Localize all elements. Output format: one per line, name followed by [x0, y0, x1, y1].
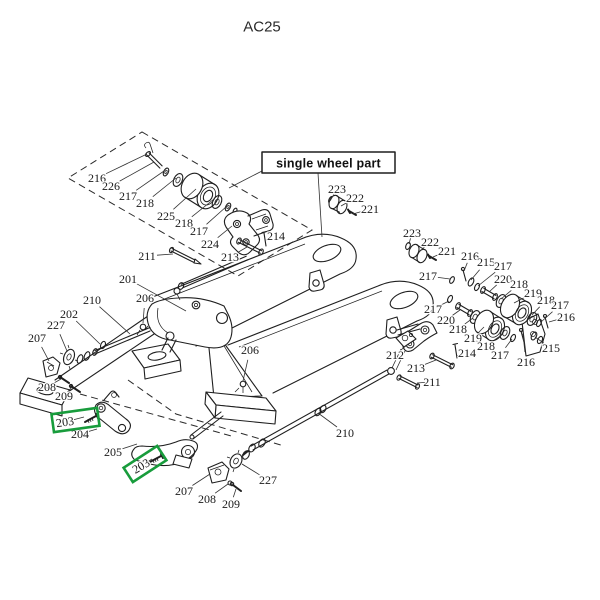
part-label-211: 211	[138, 249, 156, 263]
part-label-220: 220	[437, 313, 455, 327]
part-label-217: 217	[119, 189, 137, 203]
part-label-217: 217	[491, 348, 509, 362]
part-label-218: 218	[136, 196, 154, 210]
leader-line	[425, 360, 436, 364]
part-label-222: 222	[421, 235, 439, 249]
gear-ring-227	[61, 348, 76, 367]
part-label-207: 207	[175, 484, 193, 498]
part-label-216: 216	[517, 355, 535, 369]
leader-line	[88, 429, 97, 432]
leader-line	[471, 270, 480, 280]
part-label-217: 217	[551, 298, 569, 312]
part-label-215: 215	[477, 255, 495, 269]
leader-line	[157, 254, 173, 255]
leader-line	[42, 347, 49, 361]
leader-line	[60, 334, 67, 351]
part-label-215: 215	[542, 341, 560, 355]
callout-box	[229, 152, 395, 237]
leader-line	[74, 417, 85, 420]
part-label-203-highlighted: 203	[129, 455, 153, 477]
leader-line	[438, 277, 450, 279]
part-label-220: 220	[494, 272, 512, 286]
part-label-216: 216	[88, 171, 106, 185]
part-label-219: 219	[524, 286, 542, 300]
part-label-224: 224	[201, 237, 219, 251]
part-label-227: 227	[47, 318, 65, 332]
part-label-204: 204	[71, 427, 89, 441]
part-label-206: 206	[241, 343, 259, 357]
part-label-221: 221	[438, 244, 456, 258]
leader-line	[106, 154, 147, 174]
part-label-202: 202	[60, 307, 78, 321]
wheel-225	[177, 169, 223, 212]
leader-line	[143, 308, 144, 323]
part-label-217: 217	[494, 259, 512, 273]
part-label-218: 218	[449, 322, 467, 336]
leader-line	[136, 171, 164, 190]
part-label-217: 217	[190, 224, 208, 238]
leader-line	[505, 339, 512, 348]
fork-handhold-cutout	[388, 288, 420, 312]
part-label-213: 213	[221, 250, 239, 264]
part-label-214: 214	[458, 346, 476, 360]
part-label-226: 226	[102, 179, 120, 193]
part-label-219: 219	[464, 331, 482, 345]
part-label-217: 217	[424, 302, 442, 316]
part-label-203-highlighted: 203	[55, 413, 75, 431]
leader-line	[478, 272, 495, 286]
part-label-217: 217	[419, 269, 437, 283]
part-label-227: 227	[259, 473, 277, 487]
part-label-205: 205	[104, 445, 122, 459]
part-label-210: 210	[336, 426, 354, 440]
part-label-201: 201	[119, 272, 137, 286]
clevis-207	[43, 357, 60, 377]
part-label-211: 211	[423, 375, 441, 389]
part-label-206: 206	[136, 291, 154, 305]
part-label-213: 213	[407, 361, 425, 375]
part-label-210: 210	[83, 293, 101, 307]
part-label-209: 209	[222, 497, 240, 511]
page-title: AC25	[243, 18, 281, 36]
part-label-216: 216	[461, 249, 479, 263]
part-label-207: 207	[28, 331, 46, 345]
clevis-207	[208, 462, 229, 483]
rod-eye	[388, 368, 395, 375]
part-label-218: 218	[510, 277, 528, 291]
part-label-209: 209	[55, 389, 73, 403]
leader-line	[541, 312, 553, 322]
screw-203-a	[85, 414, 98, 423]
leader-line	[242, 464, 260, 475]
gear-ring-227	[228, 452, 245, 470]
part-label-218: 218	[477, 339, 495, 353]
part-label-208: 208	[38, 380, 56, 394]
leader-line	[100, 307, 131, 334]
fork-handhold-cutout	[311, 241, 343, 265]
leader-line	[153, 178, 176, 197]
part-label-216: 216	[557, 310, 575, 324]
part-label-212: 212	[386, 348, 404, 362]
leader-line	[318, 413, 337, 427]
part-label-225: 225	[157, 209, 175, 223]
part-label-223: 223	[328, 182, 346, 196]
part-label-223: 223	[403, 226, 421, 240]
part-label-218: 218	[175, 216, 193, 230]
part-label-222: 222	[346, 191, 364, 205]
leader-line	[464, 263, 467, 271]
clip-206	[140, 324, 146, 330]
part-label-218: 218	[537, 293, 555, 307]
part-label-221: 221	[361, 202, 379, 216]
leader-line	[215, 484, 228, 493]
part-label-214: 214	[267, 229, 285, 243]
part-label-208: 208	[198, 492, 216, 506]
callout-label: single wheel part	[276, 156, 381, 171]
leader-line	[76, 321, 100, 344]
fork-foot	[309, 270, 324, 291]
bottom-axle-assembly	[208, 450, 251, 491]
leader-line	[192, 474, 210, 486]
